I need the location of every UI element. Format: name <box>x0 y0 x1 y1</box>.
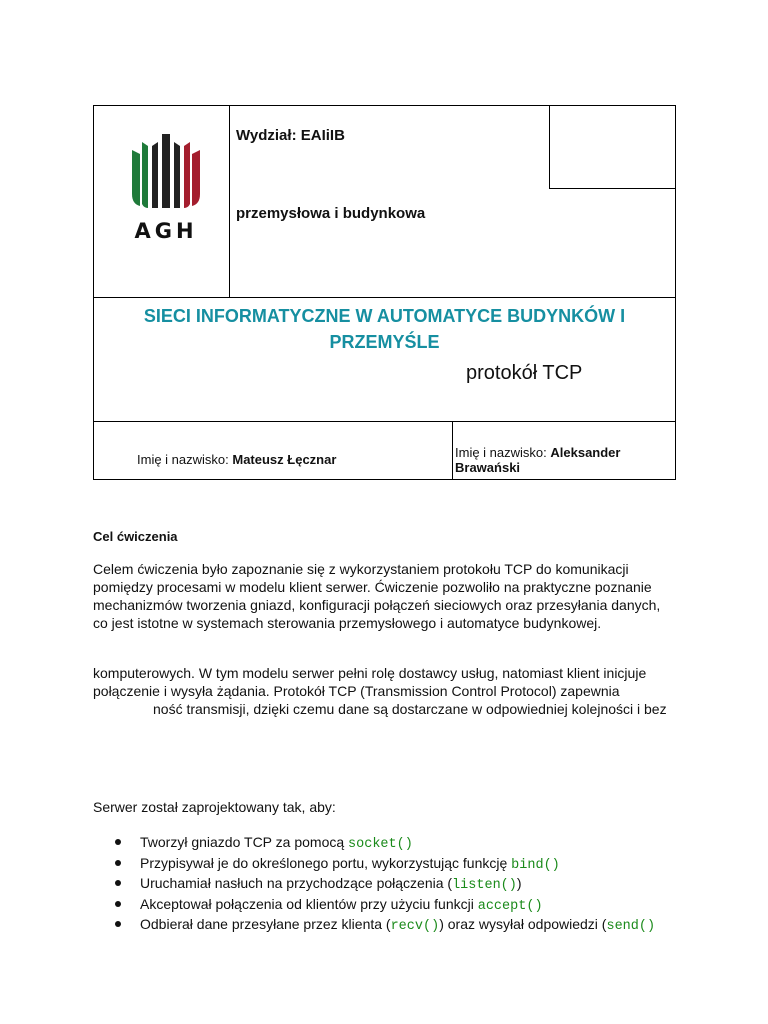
bullet-icon <box>115 880 121 886</box>
goal-line: co jest istotne w systemach sterowania przemysłowego i automatyce budynkowej. <box>93 615 602 631</box>
code-snippet: listen() <box>452 878 517 893</box>
grade-box <box>549 105 676 189</box>
student1-cell <box>94 421 453 479</box>
model-line: połączenie i wysyła żądania. Protokół TCP (Transmission Control Protocol) zapewnia <box>93 683 620 699</box>
list-item <box>93 853 655 874</box>
bullet-icon <box>115 901 121 907</box>
code-snippet: send() <box>606 919 656 934</box>
bullet-suffix: ) <box>516 875 522 891</box>
course-title-line1: SIECI INFORMATYCZNE W AUTOMATYCE BUDYNKÓW I <box>143 306 626 327</box>
goal-paragraph <box>93 560 683 632</box>
bullet-icon <box>115 921 121 927</box>
report-header-table <box>93 105 676 480</box>
bullet-icon <box>115 860 121 866</box>
goal-line: pomiędzy procesami w modelu klient serwer. Ćwiczenie pozwoliło na praktyczne poznanie <box>93 579 652 595</box>
goal-line: mechanizmów tworzenia gniazd, konfiguracji połączeń sieciowych oraz przesyłania danych, <box>93 597 661 613</box>
goal-line: Celem ćwiczenia było zapoznanie się z wykorzystaniem protokołu TCP do komunikacji <box>93 561 629 577</box>
subject-title: protokół TCP <box>466 362 583 385</box>
course-title-line2: PRZEMYŚLE <box>329 332 440 353</box>
bullet-text: Uruchamiał nasłuch na przychodzące połączenia ( <box>140 875 453 891</box>
code-snippet: accept() <box>477 898 543 914</box>
code-snippet: bind() <box>511 857 560 873</box>
bullet-suffix: ) oraz wysyłał odpowiedzi ( <box>439 916 607 932</box>
code-snippet: recv() <box>390 919 440 934</box>
name-label: Imię i nazwisko: <box>455 444 547 460</box>
student1-name: Mateusz Łęcznar <box>232 452 337 468</box>
list-item <box>93 873 655 894</box>
faculty-cell <box>230 106 676 298</box>
student2-name: Aleksander Brawański <box>455 444 621 475</box>
server-bullet-list <box>93 832 655 935</box>
model-paragraph <box>93 664 683 718</box>
bullet-text: Akceptował połączenia od klientów przy użyciu funkcji <box>140 895 478 912</box>
faculty-label: Wydział: EAIiIB <box>236 127 345 144</box>
specialization-label: przemysłowa i budynkowa <box>236 205 426 222</box>
name-label: Imię i nazwisko: <box>137 452 229 468</box>
code-snippet: socket() <box>348 837 413 852</box>
title-cell <box>94 298 676 422</box>
list-item <box>93 832 655 853</box>
bullet-text: Odbierał dane przesyłane przez klienta ( <box>140 916 391 932</box>
logo-cell <box>94 106 230 298</box>
agh-logo <box>130 132 202 242</box>
list-item <box>93 914 655 935</box>
bullet-icon <box>115 839 121 845</box>
server-intro: Serwer został zaprojektowany tak, aby: <box>93 799 336 815</box>
model-line: ność transmisji, dzięki czemu dane są dostarczane w odpowiedniej kolejności i bez <box>153 701 667 717</box>
course-title <box>94 303 675 355</box>
list-item <box>93 894 655 915</box>
goal-heading: Cel ćwiczenia <box>93 529 178 544</box>
bullet-text: Przypisywał je do określonego portu, wykorzystując funkcję <box>140 854 512 871</box>
student2-cell <box>453 421 676 479</box>
logo-text: AGH <box>134 219 198 242</box>
bullet-text: Tworzył gniazdo TCP za pomocą <box>140 834 349 850</box>
model-line: komputerowych. W tym modelu serwer pełni rolę dostawcy usług, natomiast klient inicjuje <box>93 665 647 681</box>
